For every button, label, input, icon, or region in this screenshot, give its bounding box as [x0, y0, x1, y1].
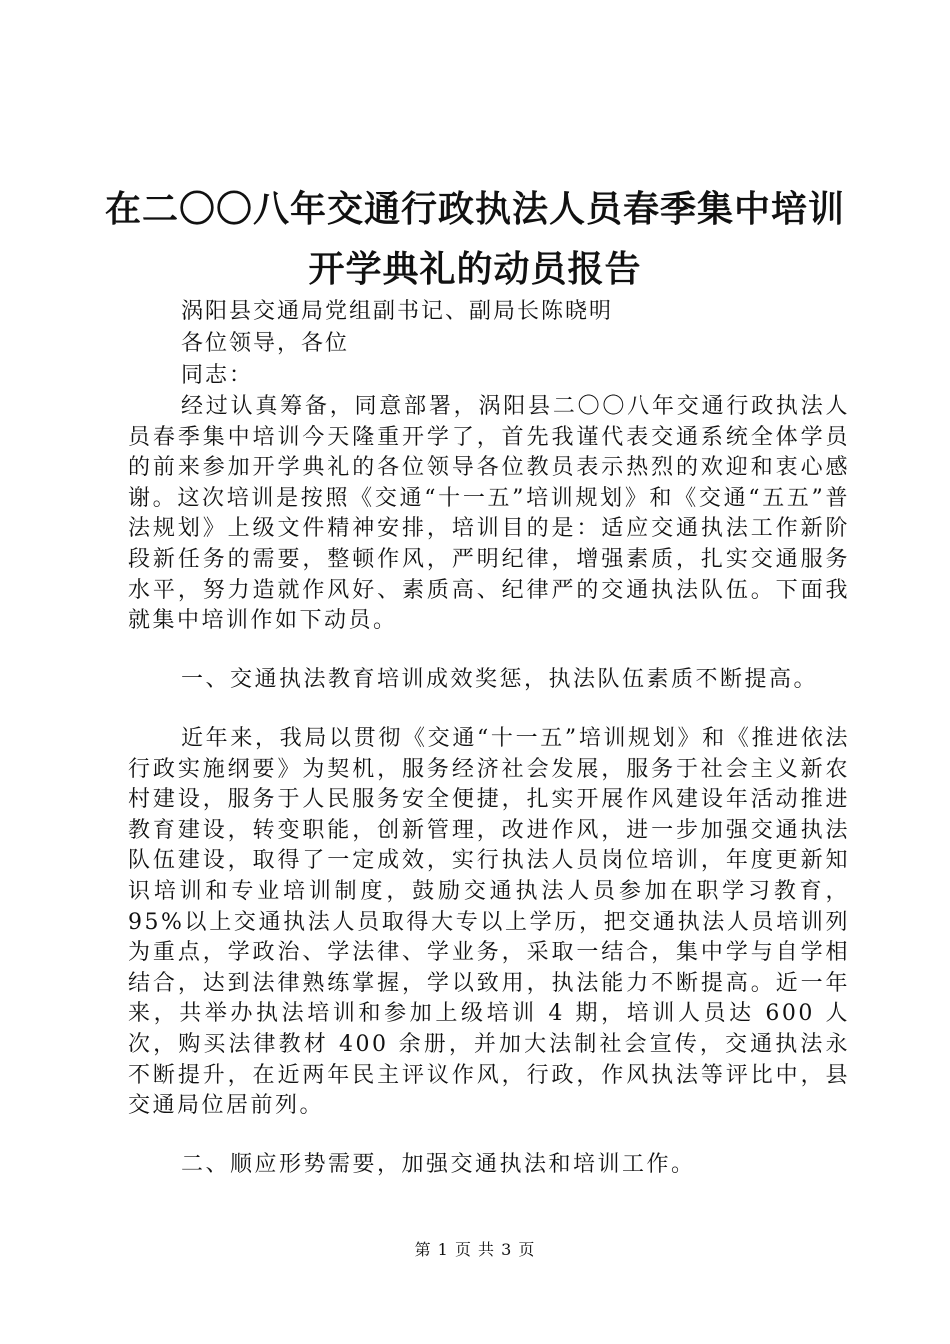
salutation-line-2: 同志： — [181, 363, 254, 388]
author-line: 涡阳县交通局党组副书记、副局长陈晓明 — [181, 299, 614, 324]
title-line-1: 在二〇〇八年交通行政执法人员春季集中培训 — [104, 189, 845, 230]
section-heading-2: 二、顺应形势需要，加强交通执法和培训工作。 — [181, 1152, 696, 1177]
paragraph-section-1: 近年来，我局以贯彻《交通“十一五”培训规划》和《推进依法行政实施纲要》为契机，服务经济社会发展，服务于社会主义新农村建设，服务于人民服务安全便捷，扎实开展作风建设年活动推进教育建设，转变职能，创新管理，改进作风，进一步加强交通执法队伍建设，取得了一定成效，实行执法人员岗位培训，年度更新知识培训和专业培训制度，鼓励交通执法人员参加在职学习教育，95%以上交通执法人员取得大专以上学历，把交通执法人员培训列为重点，学政治、学法律、学业务，采取一结合，集中学与自学相结合，达到法律熟练掌握，学以致用，执法能力不断提高。近一年来，共举办执法培训和参加上级培训 4 期，培训人员达 600 人次，购买法律教材 400 余册，并加大法制社会宣传，交通执法永不断提升，在近两年民主评议作风，行政，作风执法等评比中，县交通局位居前列。 — [128, 726, 850, 1119]
salutation-line-1: 各位领导，各位 — [181, 331, 350, 356]
title-line-2: 开学典礼的动员报告 — [308, 249, 642, 290]
paragraph-intro: 经过认真筹备，同意部署，涡阳县二〇〇八年交通行政执法人员春季集中培训今天隆重开学了，首先我谨代表交通系统全体学员的前来参加开学典礼的各位领导各位教员表示热烈的欢迎和衷心感谢。这次培训是按照《交通“十一五”培训规划》和《交通“五五”普法规划》上级文件精神安排，培训目的是：适应交通执法工作新阶段新任务的需要，整顿作风，严明纪律，增强素质，扎实交通服务水平，努力造就作风好、素质高、纪律严的交通执法队伍。下面我就集中培训作如下动员。 — [128, 394, 850, 634]
section-heading-1: 一、交通执法教育培训成效奖惩，执法队伍素质不断提高。 — [181, 667, 819, 692]
page-footer: 第 1 页 共 3 页 — [414, 1240, 536, 1259]
